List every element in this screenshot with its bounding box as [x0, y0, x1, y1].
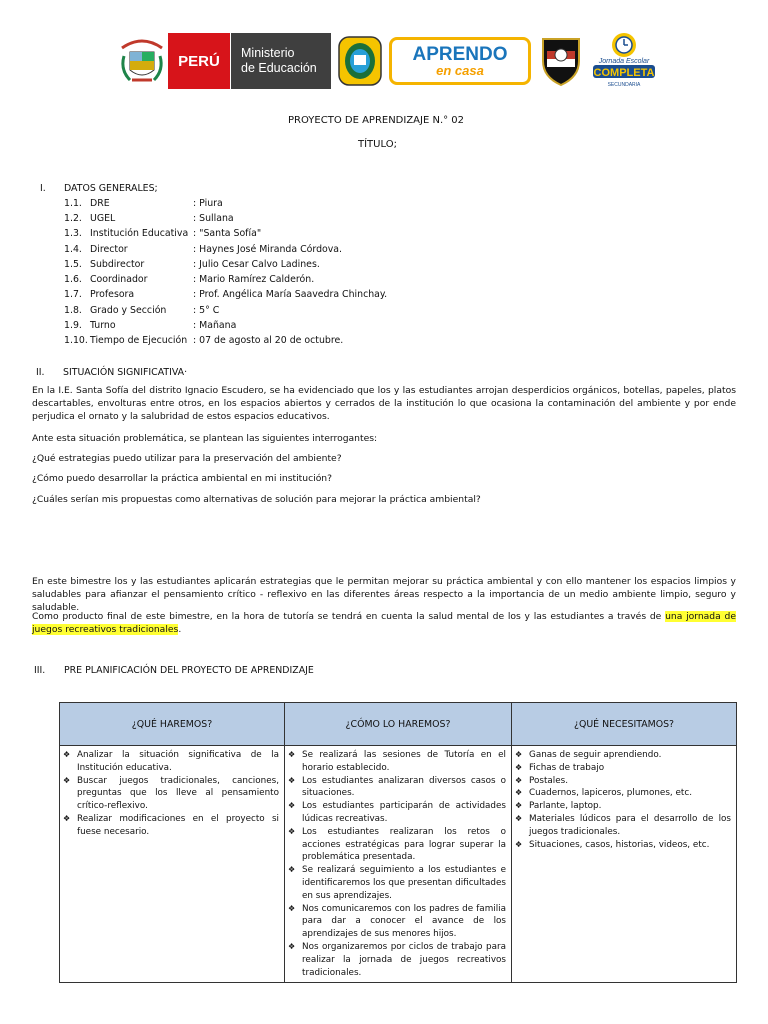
table-list-item: ❖ Cuadernos, lapiceros, plumones, etc. [515, 787, 731, 800]
table-list-item: ❖ Los estudiantes realizaran los retos o acciones estratégicas para lograr superar la problemática presentada. [288, 826, 506, 864]
header-what: ¿QUÉ HAREMOS? [60, 703, 285, 746]
section-2-title: SITUACIÓN SIGNIFICATIVA· [63, 367, 188, 378]
header-logos [116, 32, 659, 90]
general-item-number: 1.4. [64, 244, 82, 255]
section-3-title: PRE PLANIFICACIÓN DEL PROYECTO DE APRENDIZAJE [64, 665, 314, 676]
table-list-item: ❖ Los estudiantes participarán de actividades lúdicas recreativas. [288, 800, 506, 826]
section-1-number: I. [40, 183, 46, 194]
general-item-value: : Piura [193, 198, 223, 209]
cell-need [512, 746, 737, 983]
general-item-label: Coordinador [90, 274, 148, 285]
situation-paragraph: En la I.E. Santa Sofía del distrito Ignacio Escudero, se ha evidenciado que los y las estudiantes arrojan desperdicios orgánicos, botellas, papeles, platos descartables, envolturas entre otros, en los espacios abiertos y cerrados de la institución lo que ocasiona la contaminación del ambiente y por ende perjudica el ornato y la salubridad de estos espacios educativos. [32, 385, 736, 422]
final-product-highlight: una jornada de juegos recreativos tradicionales [32, 611, 736, 635]
problem-intro: Ante esta situación problemática, se plantean las siguientes interrogantes: [32, 433, 378, 444]
table-list-item: ❖ Parlante, laptop. [515, 800, 731, 813]
general-item-value: : 07 de agosto al 20 de octubre. [193, 335, 344, 346]
section-2-number: II. [36, 367, 45, 378]
jec-logo-icon [589, 31, 659, 91]
planning-table [59, 702, 737, 983]
table-list-item: ❖ Analizar la situación significativa de la Institución educativa. [63, 749, 279, 775]
section-3-number: III. [34, 665, 46, 676]
general-item-number: 1.5. [64, 259, 82, 270]
aprendo-line2: en casa [436, 62, 484, 78]
general-item-label: UGEL [90, 213, 116, 224]
jec-line2: COMPLETA [593, 67, 655, 79]
general-item-value: : Haynes José Miranda Córdova. [193, 244, 343, 255]
table-list-item: ❖ Postales. [515, 775, 731, 788]
school-logo-icon [337, 33, 383, 89]
jec-line3: SECUNDARIA [607, 82, 641, 88]
title-label: TÍTULO; [358, 139, 397, 150]
table-list-item: ❖ Nos comunicaremos con los padres de familia para dar a conocer el avance de los aprendizajes de sus menores hijos. [288, 903, 506, 941]
general-item-value: : "Santa Sofía" [193, 228, 262, 239]
peru-label: PERÚ [168, 33, 230, 89]
final-product-text: Como producto final de este bimestre, en la hora de tutoría se tendrá en cuenta la salud mental de los y las estudiantes a través de [32, 611, 666, 622]
general-item-number: 1.3. [64, 228, 82, 239]
general-item-number: 1.9. [64, 320, 82, 331]
general-item-number: 1.2. [64, 213, 82, 224]
table-list-item: ❖ Situaciones, casos, historias, videos, etc. [515, 839, 731, 852]
aprendo-line1: APRENDO [412, 43, 508, 65]
cell-what [60, 746, 285, 983]
aprendo-en-casa-logo [389, 37, 531, 85]
general-item-label: DRE [90, 198, 110, 209]
general-item-label: Turno [90, 320, 116, 331]
table-list-item: ❖ Se realizará las sesiones de Tutoría en el horario establecido. [288, 749, 506, 775]
header-how: ¿CÓMO LO HAREMOS? [285, 703, 512, 746]
what-list [63, 749, 279, 839]
need-list [515, 749, 731, 851]
table-list-item: ❖ Los estudiantes analizaran diversos casos o situaciones. [288, 775, 506, 801]
table-list-item: ❖ Fichas de trabajo [515, 762, 731, 775]
project-title: PROYECTO DE APRENDIZAJE N.° 02 [288, 115, 465, 126]
table-list-item: ❖ Nos organizaremos por ciclos de trabajo para realizar la jornada de juegos recreativos tradicionales. [288, 941, 506, 979]
ministerio-line1: Ministerio [241, 46, 295, 60]
general-item-label: Director [90, 244, 128, 255]
question-2: ¿Cómo puedo desarrollar la práctica ambiental en mi institución? [32, 473, 333, 484]
table-list-item: ❖ Se realizará seguimiento a los estudiantes e identificaremos los que presentan dificultades en sus aprendizajes. [288, 864, 506, 902]
general-item-value: : Sullana [193, 213, 234, 224]
general-item-number: 1.10. [64, 335, 88, 346]
general-item-value: : Mario Ramírez Calderón. [193, 274, 315, 285]
shield-icon [539, 35, 583, 87]
final-product-end: . [178, 624, 182, 635]
header-need: ¿QUÉ NECESITAMOS? [512, 703, 737, 746]
table-list-item: ❖ Buscar juegos tradicionales, canciones, preguntas que los lleve al pensamiento crítico-reflexivo. [63, 775, 279, 813]
general-item-value: : Mañana [193, 320, 237, 331]
general-item-label: Grado y Sección [90, 305, 167, 316]
general-item-label: Institución Educativa [90, 228, 189, 239]
jec-line1: Jornada Escolar [598, 58, 650, 65]
table-list-item: ❖ Ganas de seguir aprendiendo. [515, 749, 731, 762]
general-item-number: 1.1. [64, 198, 82, 209]
ministerio-label [231, 33, 331, 89]
general-item-label: Tiempo de Ejecución [90, 335, 188, 346]
section-1-title: DATOS GENERALES; [64, 183, 158, 194]
how-list [288, 749, 506, 979]
question-1: ¿Qué estrategias puedo utilizar para la preservación del ambiente? [32, 453, 342, 464]
bimester-paragraph: En este bimestre los y las estudiantes aplicarán estrategias que le permitan mejorar su práctica ambiental y con ello mantener los espacios limpios y saludables para afianzar el pensamiento crítico - reflexivo en las diferentes áreas respecto a la importancia de un medio ambiente limpio, seguro y saludable. [32, 576, 736, 613]
general-item-label: Profesora [90, 289, 135, 300]
table-list-item: ❖ Realizar modificaciones en el proyecto si fuese necesario. [63, 813, 279, 839]
final-product-paragraph [32, 610, 736, 636]
general-item-value: : 5° C [193, 305, 220, 316]
table-list-item: ❖ Materiales lúdicos para el desarrollo de los juegos tradicionales. [515, 813, 731, 839]
ministerio-line2: de Educación [241, 61, 317, 75]
general-item-number: 1.7. [64, 289, 82, 300]
question-3: ¿Cuáles serían mis propuestas como alternativas de solución para mejorar la práctica ambiental? [32, 494, 481, 505]
general-item-number: 1.8. [64, 305, 82, 316]
general-item-value: : Julio Cesar Calvo Ladines. [193, 259, 320, 270]
cell-how [285, 746, 512, 983]
general-item-number: 1.6. [64, 274, 82, 285]
general-item-value: : Prof. Angélica María Saavedra Chinchay. [193, 289, 388, 300]
coat-of-arms-icon [116, 34, 168, 88]
general-item-label: Subdirector [90, 259, 145, 270]
